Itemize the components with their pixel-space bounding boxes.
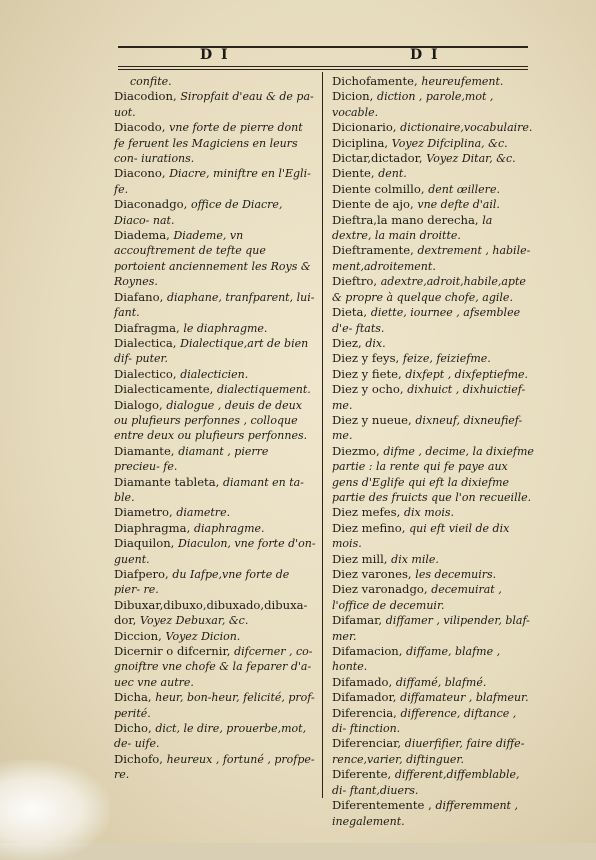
entry-headword: Diaphragma, [114,520,194,535]
dictionary-entry [114,382,316,397]
dictionary-entry [114,644,316,690]
dictionary-entry [332,89,534,120]
entry-headword: Diente de ajo, [332,197,418,212]
dictionary-entry [114,367,316,382]
entry-definition: Voyez Difciplina, &c. [391,136,508,150]
entry-definition: diuerfifier, faire diffe- rence,varier, diftinguer. [332,737,525,766]
entry-headword: Dialecticamente, [114,382,217,397]
dictionary-entry [332,767,534,798]
dictionary-entry [114,536,316,567]
entry-headword: Dibuxar,dibuxo,dibuxado,dibuxa- dor, [114,597,308,628]
entry-headword: Diez mefino, [332,520,410,535]
entry-definition: dent. [378,167,407,181]
dictionary-entry [332,613,534,644]
entry-definition: dict, le dire, prouerbe,mot, de- uife. [114,722,307,751]
dictionary-entry [332,197,534,212]
entry-headword: Diacono, [114,166,170,181]
entry-definition: diffame, blafme , honte. [332,645,501,674]
entry-definition: qui eft vieil de dix mois. [332,521,510,551]
entry-definition: Dialectique,art de bien dif- puter. [114,336,309,366]
entry-headword: Dieftro, [332,274,381,289]
entry-headword: Diez y fiete, [332,366,406,381]
entry-headword: Dictar,dictador, [332,151,427,166]
entry-definition: la dextre, la main droitte. [332,213,493,243]
dictionary-entry [114,197,316,228]
entry-headword: Diamante, [114,443,179,458]
dictionary-entry [332,274,534,305]
entry-definition: dictionaire,vocabulaire. [400,121,533,135]
dictionary-entry [332,166,534,181]
entry-definition: difcerner , co- gnoiftre vne chofe & la feparer d'a- uec vne autre. [114,645,313,689]
entry-definition: diametre. [176,506,231,520]
dictionary-entry [332,644,534,675]
dictionary-entry [114,567,316,598]
entry-headword: Diafpero, [114,567,173,581]
dictionary-entry [114,228,316,290]
entry-definition: dixneuf, dixneufief- me. [332,413,523,443]
entry-definition: diction , parole,mot , vocable. [332,90,494,119]
dictionary-entry [114,321,316,336]
entry-headword: Difamacion, [332,644,407,659]
entry-headword: Diez mill, [332,551,392,566]
entry-definition: diffamé, blafmé. [395,675,487,689]
dictionary-entry [332,336,534,351]
paper-stain [0,760,110,860]
dictionary-entry [332,367,534,382]
entry-headword: Diametro, [114,505,177,520]
dictionary-entry [332,243,534,274]
entry-definition: Diacre, miniftre en l'Egli- fe. [114,167,311,196]
dictionary-entry [332,798,534,829]
entry-definition: dialogue , deuis de deux ou plufieurs perfonnes , colloque entre deux ou plufieurs perfonnes. [114,398,308,443]
entry-definition: heureufement. [421,75,504,88]
entry-definition: heureux , fortuné , profpe- re. [114,752,315,782]
entry-headword: Diez mefes, [332,505,404,520]
entry-headword: Diciplina, [332,135,392,150]
dictionary-entry [332,706,534,737]
dictionary-entry [114,475,316,506]
dictionary-entry [114,74,316,89]
entry-headword: Diezmo, [332,443,384,458]
dictionary-entry [114,629,316,644]
entry-definition: Voyez Ditar, &c. [426,152,516,166]
entry-headword: Dialectica, [114,335,181,350]
dictionary-entry [114,166,316,197]
dictionary-entry [114,721,316,752]
entry-headword: Diafano, [114,289,167,304]
entry-definition: dixfept , dixfeptiefme. [405,367,529,381]
dictionary-entry [114,89,316,120]
dictionary-entry [332,552,534,567]
entry-definition: confite. [130,75,172,88]
entry-headword: Dicernir o difcernir, [114,644,235,659]
entry-headword: Diez, [332,335,366,350]
entry-definition: diette, iournee , afsemblee d'e- ftats. [332,306,521,335]
entry-definition: Siropfait d'eau & de pa- uot. [114,90,314,119]
entry-headword: Diez varones, [332,567,416,581]
dictionary-entry [332,444,534,506]
entry-headword: Diadema, [114,228,174,243]
entry-headword: Diccion, [114,628,166,643]
entry-definition: diffamer , vilipender, blaf- mer. [332,614,530,643]
entry-definition: office de Diacre, Diaco- nat. [114,198,283,227]
dictionary-entry [114,690,316,721]
entry-definition: dix mois. [404,506,454,520]
dictionary-entry [114,398,316,444]
header-rule-lower-double [118,69,528,70]
entry-definition: vne forte de pierre dont fe feruent les Magiciens en leurs con- iurations. [114,121,303,166]
dictionary-entry [114,290,316,321]
dictionary-entry [114,336,316,367]
dictionary-entry [332,690,534,705]
entry-definition: difme , decime, la dixiefme partie : la rente qui fe paye aux gens d'Eglife qui eft la dixiefme partie des fruicts que l'on recueille. [332,444,534,504]
entry-definition: adextre,adroit,habile,apte & propre à quelque chofe, agile. [332,275,526,304]
entry-headword: Diferente, [332,767,395,782]
dictionary-entry [332,736,534,767]
dictionary-entry [332,213,534,244]
entry-definition: Voyez Dicion. [165,629,241,643]
right-column [332,74,534,829]
entry-headword: Dialogo, [114,397,167,412]
dictionary-entry [332,505,534,520]
entry-headword: Dieftra,la mano derecha, [332,212,483,227]
dictionary-entry [332,120,534,135]
entry-headword: Dichofamente, [332,74,422,88]
header-rule [118,46,528,48]
entry-definition: dix. [365,336,386,350]
entry-definition: vne defte d'ail. [417,198,500,212]
dictionary-entry [332,151,534,166]
entry-headword: Diez y ocho, [332,382,408,397]
entry-definition: decemuirat , l'office de decemuir. [332,583,502,612]
entry-definition: Diaculon, vne forte d'on- guent. [114,537,316,566]
dictionary-entry [114,752,316,783]
entry-definition: diaphane, tranfparent, lui- fant. [114,290,315,320]
entry-definition: dixhuict , dixhuictief- me. [332,383,526,412]
entry-definition: heur, bon-heur, felicité, prof- perité. [114,691,315,720]
entry-headword: Dicion, [332,89,378,104]
header-rule-lower [118,66,528,67]
entry-headword: Diaconadgo, [114,197,191,212]
entry-definition: du Iafpe,vne forte de pier- re. [114,568,290,597]
entry-headword: Dialectico, [114,366,181,381]
entry-headword: Diez y nueue, [332,412,416,427]
entry-definition: dent œillere. [428,182,500,196]
entry-definition: dextrement , habile- ment,adroitement. [332,244,531,273]
entry-headword: Difamador, [332,690,401,705]
entry-headword: Dicho, [114,721,156,736]
running-head-left: D I [200,47,230,63]
entry-headword: Dieta, [332,305,371,320]
entry-definition: diaphragme. [193,521,265,535]
dictionary-entry [332,136,534,151]
entry-headword: Difamar, [332,613,386,628]
entry-headword: Diferencia, [332,705,401,720]
entry-definition: dialectiquement. [216,383,311,397]
dictionary-entry [114,598,316,629]
dictionary-entry [332,582,534,613]
entry-headword: Dieftramente, [332,243,418,258]
entry-definition: diamant en ta- ble. [114,475,304,504]
entry-headword: Diacodion, [114,89,181,104]
entry-definition: different,diffemblable, di- ftant,diuers. [332,768,520,797]
dictionary-entry [332,675,534,690]
dictionary-entry [332,74,534,89]
entry-headword: Diacodo, [114,120,170,135]
entry-headword: Dichofo, [114,751,167,766]
column-divider [322,72,323,798]
dictionary-entry [332,521,534,552]
entry-headword: Dicha, [114,690,156,705]
entry-headword: Diferentemente , [332,798,436,813]
dictionary-entry [114,505,316,520]
entry-definition: le diaphragme. [183,321,268,335]
entry-headword: Diente colmillo, [332,181,429,196]
entry-definition: feize, feiziefme. [402,352,491,366]
entry-definition: differemment , inegalement. [332,799,518,828]
dictionary-entry [114,120,316,166]
entry-headword: Diez varonadgo, [332,582,432,597]
running-head-right: D I [410,47,440,63]
dictionary-entry [332,567,534,582]
entry-definition: les decemuirs. [415,568,497,581]
entry-definition: dialecticien. [180,367,249,381]
entry-definition: Diademe, vn accouftrement de tefte que portoient anciennement les Roys & Roynes. [114,229,311,289]
entry-headword: Difamado, [332,674,396,689]
dictionary-entry [332,413,534,444]
entry-headword: Diferenciar, [332,736,405,751]
entry-definition: Voyez Debuxar, &c. [140,614,249,628]
dictionary-entry [114,521,316,536]
entry-definition: diffamateur , blafmeur. [400,691,529,705]
entry-headword: Diafragma, [114,320,184,335]
dictionary-entry [332,305,534,336]
entry-headword: Dicionario, [332,120,401,135]
entry-headword: Diente, [332,166,379,181]
entry-definition: difference, diftance , di- ftinction. [332,706,517,736]
entry-definition: dix mile. [391,552,439,566]
dictionary-entry [332,182,534,197]
entry-headword: Diamante tableta, [114,474,223,489]
entry-definition: diamant , pierre precieu- fe. [114,444,269,474]
dictionary-entry [332,351,534,366]
left-column [114,74,316,783]
entry-headword: Diaquilon, [114,536,179,551]
dictionary-entry [114,444,316,475]
entry-headword: Diez y feys, [332,351,403,366]
dictionary-entry [332,382,534,413]
